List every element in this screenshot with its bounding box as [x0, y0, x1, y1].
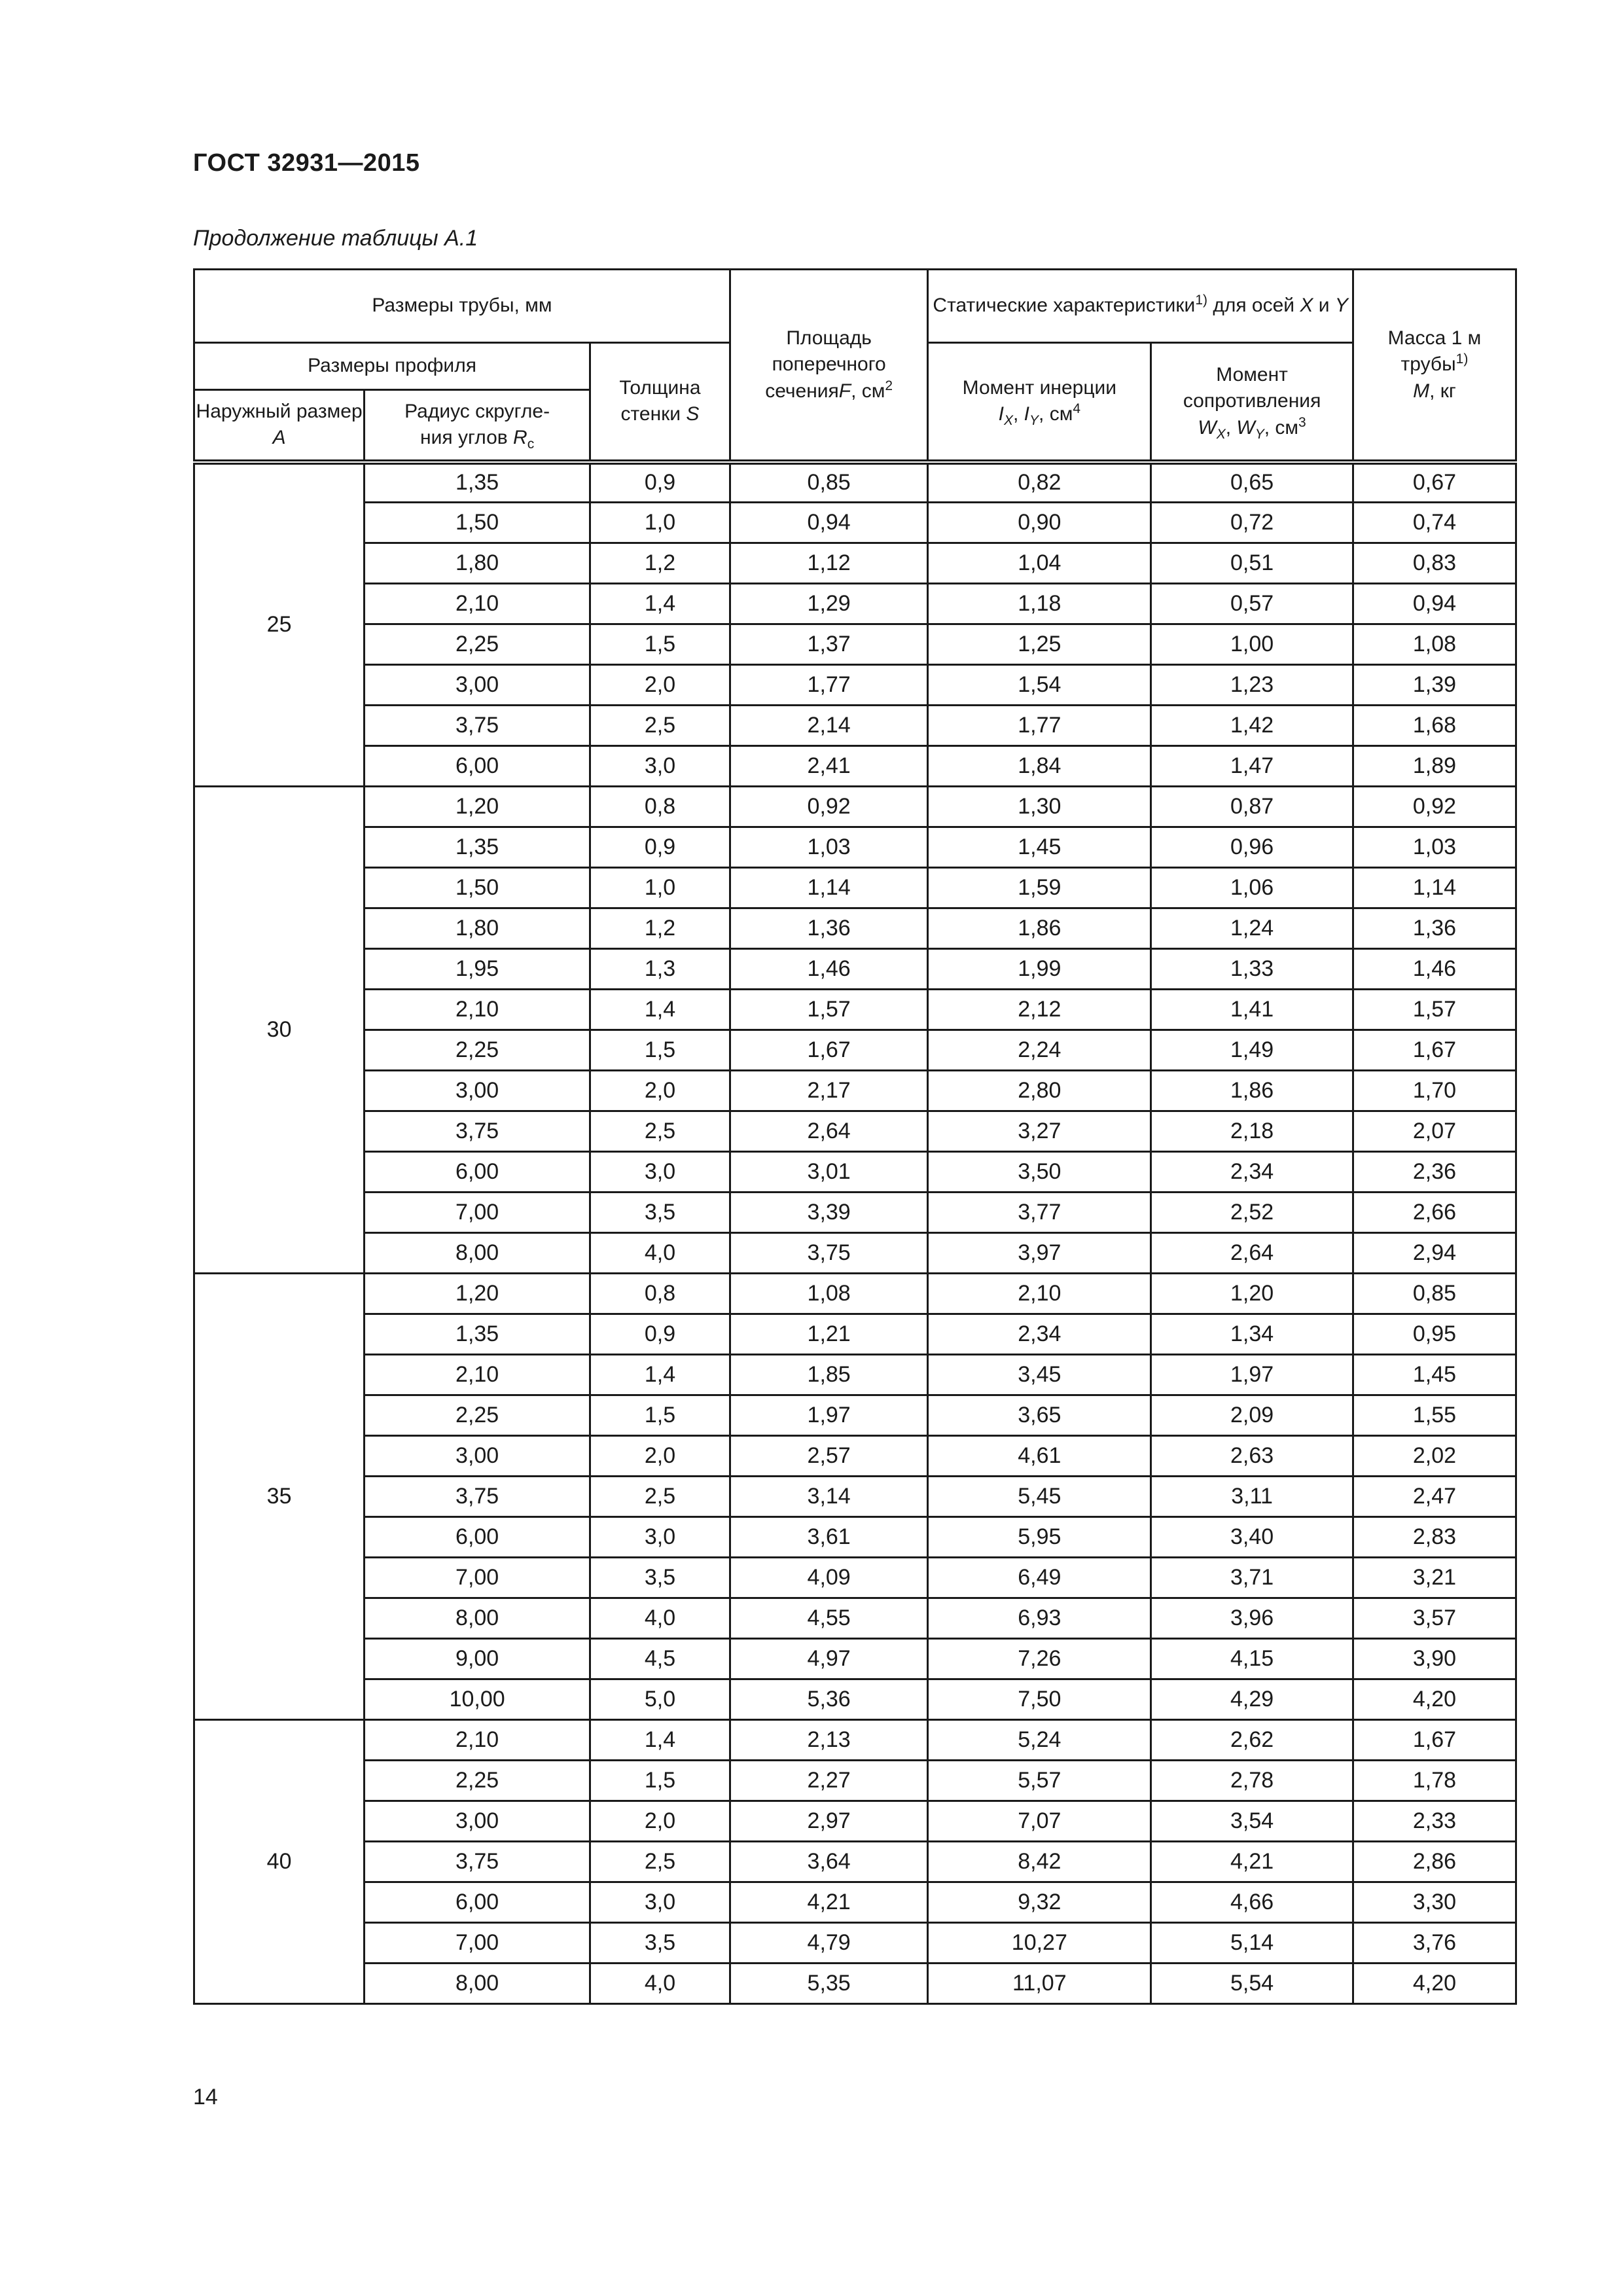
wall-thickness-cell: 1,2 [590, 908, 730, 949]
table-row [194, 787, 1516, 827]
area-cell: 1,67 [730, 1030, 928, 1071]
section-modulus-cell: 0,96 [1151, 827, 1353, 868]
inertia-cell: 2,12 [928, 990, 1151, 1030]
mass-cell: 3,21 [1353, 1558, 1516, 1598]
section-modulus-cell: 0,51 [1151, 543, 1353, 584]
mass-cell: 2,07 [1353, 1111, 1516, 1152]
corner-radius-cell: 7,00 [365, 1193, 590, 1233]
table-row [194, 1436, 1516, 1477]
corner-radius-cell: 1,50 [365, 503, 590, 543]
area-cell: 1,77 [730, 665, 928, 706]
section-modulus-cell: 1,23 [1151, 665, 1353, 706]
mass-cell: 2,33 [1353, 1801, 1516, 1842]
wall-thickness-cell: 1,2 [590, 543, 730, 584]
inertia-cell: 4,61 [928, 1436, 1151, 1477]
corner-radius-cell: 1,95 [365, 949, 590, 990]
inertia-cell: 2,24 [928, 1030, 1151, 1071]
section-modulus-cell: 2,64 [1151, 1233, 1353, 1274]
pipe-properties-table [193, 268, 1517, 2005]
table-row [194, 1233, 1516, 1274]
header-pipe-dimensions: Размеры трубы, мм [194, 270, 730, 343]
section-modulus-cell: 2,62 [1151, 1720, 1353, 1761]
mass-cell: 2,02 [1353, 1436, 1516, 1477]
mass-cell: 0,83 [1353, 543, 1516, 584]
section-modulus-cell: 1,49 [1151, 1030, 1353, 1071]
wall-thickness-cell: 1,4 [590, 584, 730, 624]
area-cell: 2,27 [730, 1761, 928, 1801]
wall-thickness-cell: 1,5 [590, 1761, 730, 1801]
inertia-cell: 3,45 [928, 1355, 1151, 1395]
wall-thickness-cell: 1,4 [590, 990, 730, 1030]
mass-cell: 1,68 [1353, 706, 1516, 746]
inertia-cell: 11,07 [928, 1964, 1151, 2004]
inertia-cell: 1,18 [928, 584, 1151, 624]
inertia-cell: 1,99 [928, 949, 1151, 990]
section-modulus-cell: 1,33 [1151, 949, 1353, 990]
table-row [194, 1030, 1516, 1071]
inertia-cell: 10,27 [928, 1923, 1151, 1964]
table-row [194, 1274, 1516, 1314]
area-cell: 1,57 [730, 990, 928, 1030]
wall-thickness-cell: 0,9 [590, 827, 730, 868]
inertia-cell: 2,80 [928, 1071, 1151, 1111]
page-number: 14 [193, 2085, 218, 2109]
mass-cell: 3,30 [1353, 1882, 1516, 1923]
table-row [194, 1882, 1516, 1923]
mass-cell: 0,94 [1353, 584, 1516, 624]
corner-radius-cell: 6,00 [365, 1882, 590, 1923]
wall-thickness-cell: 1,0 [590, 503, 730, 543]
table-row [194, 1314, 1516, 1355]
corner-radius-cell: 2,25 [365, 1761, 590, 1801]
corner-radius-cell: 1,35 [365, 462, 590, 503]
corner-radius-cell: 2,10 [365, 1355, 590, 1395]
corner-radius-cell: 6,00 [365, 1152, 590, 1193]
table-row [194, 1801, 1516, 1842]
wall-thickness-cell: 4,0 [590, 1964, 730, 2004]
inertia-cell: 1,86 [928, 908, 1151, 949]
header-mass-per-meter: Масса 1 м трубы$^{1)}$ M, кг [1353, 270, 1516, 462]
mass-cell: 4,20 [1353, 1679, 1516, 1720]
area-cell: 4,09 [730, 1558, 928, 1598]
area-cell: 5,36 [730, 1679, 928, 1720]
table-row [194, 462, 1516, 503]
inertia-cell: 3,65 [928, 1395, 1151, 1436]
corner-radius-cell: 6,00 [365, 746, 590, 787]
corner-radius-cell: 8,00 [365, 1233, 590, 1274]
corner-radius-cell: 1,35 [365, 1314, 590, 1355]
area-cell: 1,08 [730, 1274, 928, 1314]
corner-radius-cell: 10,00 [365, 1679, 590, 1720]
mass-cell: 1,36 [1353, 908, 1516, 949]
wall-thickness-cell: 3,0 [590, 1152, 730, 1193]
mass-cell: 1,67 [1353, 1030, 1516, 1071]
section-modulus-cell: 1,20 [1151, 1274, 1353, 1314]
section-modulus-cell: 2,78 [1151, 1761, 1353, 1801]
table-header [194, 270, 1516, 462]
table-row [194, 1152, 1516, 1193]
wall-thickness-cell: 1,5 [590, 624, 730, 665]
wall-thickness-cell: 2,0 [590, 1436, 730, 1477]
table-row [194, 746, 1516, 787]
wall-thickness-cell: 0,8 [590, 787, 730, 827]
corner-radius-cell: 3,00 [365, 1801, 590, 1842]
inertia-cell: 5,45 [928, 1477, 1151, 1517]
table-row [194, 1761, 1516, 1801]
mass-cell: 1,46 [1353, 949, 1516, 990]
inertia-cell: 1,54 [928, 665, 1151, 706]
section-modulus-cell: 0,65 [1151, 462, 1353, 503]
section-modulus-cell: 2,34 [1151, 1152, 1353, 1193]
table-row [194, 665, 1516, 706]
inertia-cell: 1,77 [928, 706, 1151, 746]
mass-cell: 1,78 [1353, 1761, 1516, 1801]
mass-cell: 0,85 [1353, 1274, 1516, 1314]
corner-radius-cell: 3,75 [365, 1477, 590, 1517]
header-wall-thickness: Толщина стенки S [590, 343, 730, 462]
table-row [194, 1639, 1516, 1679]
table-caption: Продолжение таблицы А.1 [193, 226, 478, 251]
section-modulus-cell: 5,54 [1151, 1964, 1353, 2004]
corner-radius-cell: 3,75 [365, 706, 590, 746]
area-cell: 4,97 [730, 1639, 928, 1679]
section-modulus-cell: 2,18 [1151, 1111, 1353, 1152]
mass-cell: 3,57 [1353, 1598, 1516, 1639]
mass-cell: 4,20 [1353, 1964, 1516, 2004]
section-modulus-cell: 1,41 [1151, 990, 1353, 1030]
table-row [194, 1355, 1516, 1395]
mass-cell: 1,57 [1353, 990, 1516, 1030]
corner-radius-cell: 2,25 [365, 624, 590, 665]
table-row [194, 1558, 1516, 1598]
corner-radius-cell: 2,10 [365, 990, 590, 1030]
section-modulus-cell: 1,34 [1151, 1314, 1353, 1355]
header-corner-radius: Радиус скругле- ния углов $R_c$ [365, 390, 590, 462]
wall-thickness-cell: 2,0 [590, 1071, 730, 1111]
mass-cell: 0,74 [1353, 503, 1516, 543]
inertia-cell: 7,07 [928, 1801, 1151, 1842]
mass-cell: 1,67 [1353, 1720, 1516, 1761]
header-profile-dimensions: Размеры профиля [194, 343, 590, 390]
area-cell: 2,17 [730, 1071, 928, 1111]
area-cell: 1,14 [730, 868, 928, 908]
area-cell: 1,37 [730, 624, 928, 665]
corner-radius-cell: 1,20 [365, 1274, 590, 1314]
mass-cell: 3,76 [1353, 1923, 1516, 1964]
area-cell: 0,92 [730, 787, 928, 827]
corner-radius-cell: 2,10 [365, 1720, 590, 1761]
corner-radius-cell: 3,00 [365, 1436, 590, 1477]
mass-cell: 1,14 [1353, 868, 1516, 908]
table-row [194, 990, 1516, 1030]
table-row [194, 1964, 1516, 2004]
area-cell: 4,55 [730, 1598, 928, 1639]
mass-cell: 0,67 [1353, 462, 1516, 503]
table-row [194, 1071, 1516, 1111]
wall-thickness-cell: 4,0 [590, 1598, 730, 1639]
corner-radius-cell: 7,00 [365, 1558, 590, 1598]
outer-size-cell: 25 [194, 462, 365, 787]
mass-cell: 1,08 [1353, 624, 1516, 665]
section-modulus-cell: 4,21 [1151, 1842, 1353, 1882]
corner-radius-cell: 1,80 [365, 908, 590, 949]
section-modulus-cell: 2,09 [1151, 1395, 1353, 1436]
wall-thickness-cell: 1,5 [590, 1395, 730, 1436]
area-cell: 3,61 [730, 1517, 928, 1558]
inertia-cell: 7,26 [928, 1639, 1151, 1679]
inertia-cell: 3,50 [928, 1152, 1151, 1193]
area-cell: 2,97 [730, 1801, 928, 1842]
inertia-cell: 6,49 [928, 1558, 1151, 1598]
section-modulus-cell: 1,00 [1151, 624, 1353, 665]
area-cell: 1,36 [730, 908, 928, 949]
table-row [194, 706, 1516, 746]
mass-cell: 1,39 [1353, 665, 1516, 706]
header-section-modulus: Момент сопротивления $W_X$, $W_Y$, $см^3$ [1151, 343, 1353, 462]
inertia-cell: 5,57 [928, 1761, 1151, 1801]
corner-radius-cell: 3,75 [365, 1842, 590, 1882]
inertia-cell: 7,50 [928, 1679, 1151, 1720]
inertia-cell: 1,30 [928, 787, 1151, 827]
section-modulus-cell: 4,66 [1151, 1882, 1353, 1923]
header-cross-section-area: Площадь поперечного сеченияF, $см^2$ [730, 270, 928, 462]
table-row [194, 1395, 1516, 1436]
inertia-cell: 2,10 [928, 1274, 1151, 1314]
area-cell: 3,01 [730, 1152, 928, 1193]
mass-cell: 2,86 [1353, 1842, 1516, 1882]
table-row [194, 1842, 1516, 1882]
section-modulus-cell: 0,57 [1151, 584, 1353, 624]
corner-radius-cell: 8,00 [365, 1598, 590, 1639]
area-cell: 1,03 [730, 827, 928, 868]
wall-thickness-cell: 1,0 [590, 868, 730, 908]
section-modulus-cell: 3,54 [1151, 1801, 1353, 1842]
table-row [194, 1598, 1516, 1639]
area-cell: 1,85 [730, 1355, 928, 1395]
mass-cell: 2,94 [1353, 1233, 1516, 1274]
section-modulus-cell: 0,87 [1151, 787, 1353, 827]
wall-thickness-cell: 3,5 [590, 1558, 730, 1598]
corner-radius-cell: 3,75 [365, 1111, 590, 1152]
section-modulus-cell: 1,24 [1151, 908, 1353, 949]
header-outer-size: Наружный размер A [194, 390, 365, 462]
section-modulus-cell: 3,40 [1151, 1517, 1353, 1558]
area-cell: 2,41 [730, 746, 928, 787]
wall-thickness-cell: 4,0 [590, 1233, 730, 1274]
inertia-cell: 1,84 [928, 746, 1151, 787]
area-cell: 3,75 [730, 1233, 928, 1274]
inertia-cell: 0,82 [928, 462, 1151, 503]
table-row [194, 503, 1516, 543]
table-row [194, 1720, 1516, 1761]
section-modulus-cell: 0,72 [1151, 503, 1353, 543]
wall-thickness-cell: 1,5 [590, 1030, 730, 1071]
wall-thickness-cell: 2,5 [590, 1842, 730, 1882]
inertia-cell: 3,77 [928, 1193, 1151, 1233]
corner-radius-cell: 8,00 [365, 1964, 590, 2004]
section-modulus-cell: 2,52 [1151, 1193, 1353, 1233]
area-cell: 2,13 [730, 1720, 928, 1761]
corner-radius-cell: 1,50 [365, 868, 590, 908]
mass-cell: 1,03 [1353, 827, 1516, 868]
section-modulus-cell: 3,11 [1151, 1477, 1353, 1517]
mass-cell: 0,95 [1353, 1314, 1516, 1355]
inertia-cell: 2,34 [928, 1314, 1151, 1355]
outer-size-cell: 40 [194, 1720, 365, 2004]
area-cell: 3,14 [730, 1477, 928, 1517]
table-row [194, 1477, 1516, 1517]
area-cell: 1,46 [730, 949, 928, 990]
area-cell: 3,64 [730, 1842, 928, 1882]
inertia-cell: 3,97 [928, 1233, 1151, 1274]
wall-thickness-cell: 2,5 [590, 706, 730, 746]
area-cell: 4,79 [730, 1923, 928, 1964]
corner-radius-cell: 1,20 [365, 787, 590, 827]
header-moment-of-inertia: Момент инерции $I_X$, $I_Y$, $см^4$ [928, 343, 1151, 462]
area-cell: 2,57 [730, 1436, 928, 1477]
table-row [194, 1193, 1516, 1233]
table-row [194, 624, 1516, 665]
area-cell: 0,94 [730, 503, 928, 543]
area-cell: 1,12 [730, 543, 928, 584]
wall-thickness-cell: 3,0 [590, 1517, 730, 1558]
mass-cell: 2,66 [1353, 1193, 1516, 1233]
table-row [194, 1111, 1516, 1152]
inertia-cell: 3,27 [928, 1111, 1151, 1152]
corner-radius-cell: 1,35 [365, 827, 590, 868]
mass-cell: 2,36 [1353, 1152, 1516, 1193]
section-modulus-cell: 1,06 [1151, 868, 1353, 908]
section-modulus-cell: 1,47 [1151, 746, 1353, 787]
corner-radius-cell: 7,00 [365, 1923, 590, 1964]
wall-thickness-cell: 3,0 [590, 1882, 730, 1923]
wall-thickness-cell: 1,4 [590, 1355, 730, 1395]
mass-cell: 3,90 [1353, 1639, 1516, 1679]
wall-thickness-cell: 5,0 [590, 1679, 730, 1720]
wall-thickness-cell: 0,9 [590, 462, 730, 503]
corner-radius-cell: 2,10 [365, 584, 590, 624]
corner-radius-cell: 2,25 [365, 1030, 590, 1071]
inertia-cell: 5,24 [928, 1720, 1151, 1761]
table-row [194, 827, 1516, 868]
table-row [194, 868, 1516, 908]
section-modulus-cell: 5,14 [1151, 1923, 1353, 1964]
wall-thickness-cell: 1,4 [590, 1720, 730, 1761]
inertia-cell: 1,25 [928, 624, 1151, 665]
mass-cell: 1,89 [1353, 746, 1516, 787]
inertia-cell: 1,59 [928, 868, 1151, 908]
outer-size-cell: 30 [194, 787, 365, 1274]
section-modulus-cell: 1,42 [1151, 706, 1353, 746]
wall-thickness-cell: 4,5 [590, 1639, 730, 1679]
table-row [194, 1517, 1516, 1558]
corner-radius-cell: 3,00 [365, 665, 590, 706]
mass-cell: 1,70 [1353, 1071, 1516, 1111]
section-modulus-cell: 1,97 [1151, 1355, 1353, 1395]
inertia-cell: 1,04 [928, 543, 1151, 584]
wall-thickness-cell: 2,0 [590, 1801, 730, 1842]
mass-cell: 2,47 [1353, 1477, 1516, 1517]
inertia-cell: 9,32 [928, 1882, 1151, 1923]
section-modulus-cell: 3,96 [1151, 1598, 1353, 1639]
inertia-cell: 0,90 [928, 503, 1151, 543]
mass-cell: 1,55 [1353, 1395, 1516, 1436]
inertia-cell: 1,45 [928, 827, 1151, 868]
inertia-cell: 6,93 [928, 1598, 1151, 1639]
table-row [194, 584, 1516, 624]
header-static-characteristics: Статические характеристики$^{1)}$ для осей X и Y [928, 270, 1353, 343]
wall-thickness-cell: 0,8 [590, 1274, 730, 1314]
section-modulus-cell: 4,29 [1151, 1679, 1353, 1720]
area-cell: 2,64 [730, 1111, 928, 1152]
mass-cell: 1,45 [1353, 1355, 1516, 1395]
table-row [194, 949, 1516, 990]
mass-cell: 2,83 [1353, 1517, 1516, 1558]
wall-thickness-cell: 2,0 [590, 665, 730, 706]
corner-radius-cell: 3,00 [365, 1071, 590, 1111]
area-cell: 2,14 [730, 706, 928, 746]
corner-radius-cell: 2,25 [365, 1395, 590, 1436]
wall-thickness-cell: 1,3 [590, 949, 730, 990]
corner-radius-cell: 9,00 [365, 1639, 590, 1679]
wall-thickness-cell: 3,0 [590, 746, 730, 787]
table-row [194, 1679, 1516, 1720]
inertia-cell: 8,42 [928, 1842, 1151, 1882]
inertia-cell: 5,95 [928, 1517, 1151, 1558]
section-modulus-cell: 4,15 [1151, 1639, 1353, 1679]
area-cell: 1,21 [730, 1314, 928, 1355]
section-modulus-cell: 3,71 [1151, 1558, 1353, 1598]
area-cell: 1,29 [730, 584, 928, 624]
wall-thickness-cell: 2,5 [590, 1111, 730, 1152]
table-row [194, 908, 1516, 949]
table-row [194, 1923, 1516, 1964]
wall-thickness-cell: 3,5 [590, 1193, 730, 1233]
wall-thickness-cell: 2,5 [590, 1477, 730, 1517]
area-cell: 3,39 [730, 1193, 928, 1233]
mass-cell: 0,92 [1353, 787, 1516, 827]
wall-thickness-cell: 0,9 [590, 1314, 730, 1355]
outer-size-cell: 35 [194, 1274, 365, 1720]
area-cell: 1,97 [730, 1395, 928, 1436]
area-cell: 5,35 [730, 1964, 928, 2004]
wall-thickness-cell: 3,5 [590, 1923, 730, 1964]
table-row [194, 543, 1516, 584]
area-cell: 4,21 [730, 1882, 928, 1923]
standard-code: ГОСТ 32931—2015 [193, 149, 420, 177]
corner-radius-cell: 1,80 [365, 543, 590, 584]
corner-radius-cell: 6,00 [365, 1517, 590, 1558]
section-modulus-cell: 1,86 [1151, 1071, 1353, 1111]
table-body [194, 462, 1516, 2004]
area-cell: 0,85 [730, 462, 928, 503]
section-modulus-cell: 2,63 [1151, 1436, 1353, 1477]
